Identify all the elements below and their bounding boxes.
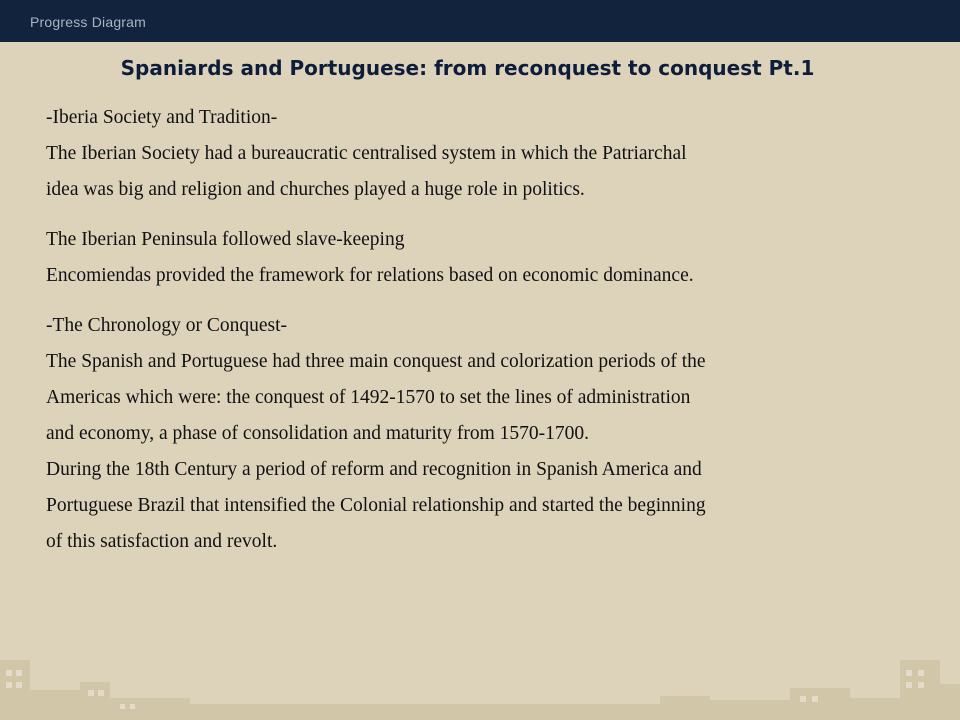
text-line: idea was big and religion and churches played a huge role in politics. bbox=[46, 179, 585, 200]
text-line: The Iberian Society had a bureaucratic centralised system in which the Patriarchal bbox=[46, 143, 687, 164]
text-line: Portuguese Brazil that intensified the Colonial relationship and started the beginning bbox=[46, 495, 706, 516]
section-heading-chronology: -The Chronology or Conquest- bbox=[46, 315, 288, 336]
text-line: of this satisfaction and revolt. bbox=[46, 531, 278, 552]
top-bar bbox=[0, 0, 960, 42]
slide-title: Spaniards and Portuguese: from reconquest to conquest Pt.1 bbox=[120, 56, 815, 80]
top-bar-title: Progress Diagram bbox=[30, 14, 147, 30]
text-line: Encomiendas provided the framework for relations based on economic dominance. bbox=[46, 265, 694, 286]
text-line: and economy, a phase of consolidation and maturity from 1570-1700. bbox=[46, 423, 589, 444]
paragraph-gap bbox=[46, 294, 926, 308]
paragraph-gap bbox=[46, 208, 926, 222]
text-line: Americas which were: the conquest of 1492-1570 to set the lines of administration bbox=[46, 387, 691, 408]
section-heading-iberia: -Iberia Society and Tradition- bbox=[46, 107, 278, 128]
city-skyline-icon bbox=[0, 640, 960, 720]
slide-body bbox=[46, 100, 926, 560]
text-line: During the 18th Century a period of reform and recognition in Spanish America and bbox=[46, 459, 702, 480]
text-line: The Spanish and Portuguese had three main conquest and colorization periods of the bbox=[46, 351, 706, 372]
text-line: The Iberian Peninsula followed slave-keeping bbox=[46, 229, 405, 250]
